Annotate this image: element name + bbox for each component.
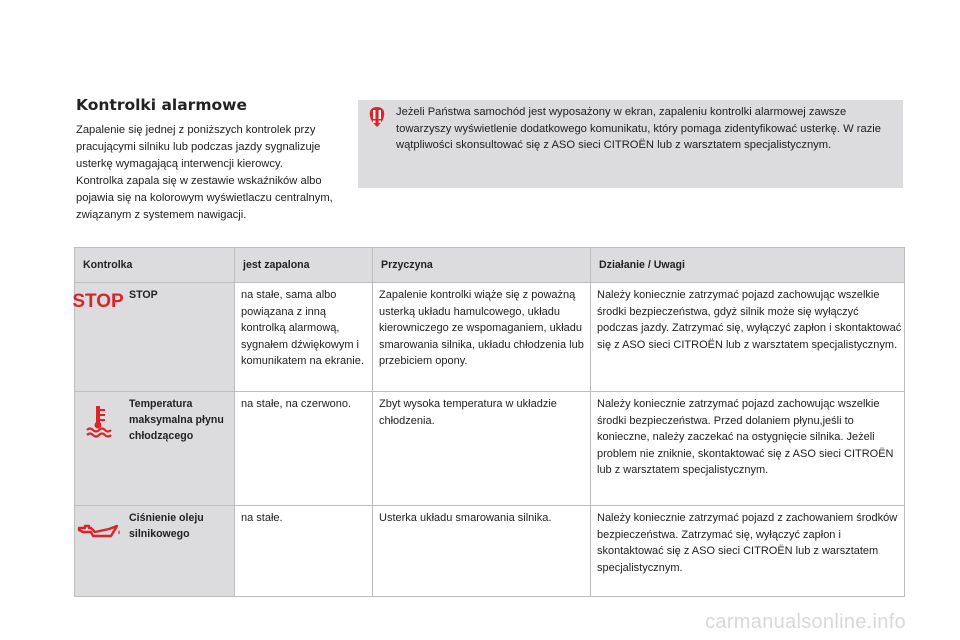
lit-cell: na stałe. <box>235 506 373 597</box>
cause-cell: Zapalenie kontrolki wiąże się z poważną usterką układu hamulcowego, układu kierowniczego ze wspomaganiem, układu smarowania silnika, układu chłodzenia lub przebiciem opony. <box>373 283 591 392</box>
header-kontrolka: Kontrolka <box>75 248 235 283</box>
intro-paragraph-1: Zapalenie się jednej z poniższych kontrolek przy pracującymi silniku lub podczas jazdy sygnalizuje usterkę wymagającą interwencji kierowcy. <box>76 124 321 170</box>
table-row <box>75 506 905 597</box>
warning-box <box>358 100 903 188</box>
table-row <box>75 392 905 506</box>
warning-lights-table <box>74 247 905 597</box>
table-header-row <box>75 248 905 283</box>
action-cell: Należy koniecznie zatrzymać pojazd zachowując wszelkie środki bezpieczeństwa, gdyż silnik może się wyłączyć podczas jazdy. Zatrzymać się, wyłączyć zapłon i skontaktować się z ASO sieci CITROËN lub z warsztatem specjalistycznym. <box>591 283 905 392</box>
warning-exclamation-icon <box>366 106 388 128</box>
light-cell <box>75 392 235 506</box>
light-name: STOP <box>129 289 158 301</box>
action-cell: Należy koniecznie zatrzymać pojazd z zachowaniem środków bezpieczeństwa. Zatrzymać się, wyłączyć zapłon i skontaktować się z ASO sieci CITROËN lub z warsztatem specjalistycznym. <box>591 506 905 597</box>
page-title: Kontrolki alarmowe <box>76 96 247 114</box>
oil-pressure-icon <box>75 520 123 542</box>
table-row <box>75 283 905 392</box>
cause-cell: Zbyt wysoka temperatura w układzie chłodzenia. <box>373 392 591 506</box>
action-cell: Należy koniecznie zatrzymać pojazd zachowując wszelkie środki bezpieczeństwa. Przed dolaniem płynu,jeśli to konieczne, należy zaczekać na ostygnięcie silnika. Jeżeli problem nie zniknie, skontaktować się z ASO sieci CITROËN lub z warsztatem specjalistycznym. <box>591 392 905 506</box>
intro-text <box>76 122 346 224</box>
light-name: Ciśnienie oleju silnikowego <box>129 512 204 540</box>
intro-paragraph-2: Kontrolka zapala się w zestawie wskaźników albo pojawia się na kolorowym wyświetlaczu centralnym, związanym z systemem nawigacji. <box>76 175 333 221</box>
light-cell <box>75 506 235 597</box>
header-przyczyna: Przyczyna <box>373 248 591 283</box>
stop-icon <box>72 289 124 312</box>
lit-cell: na stałe, sama albo powiązana z inną kontrolką alarmową, sygnałem dźwiękowym i komunikatem na ekranie. <box>235 283 373 392</box>
light-name: Temperatura maksymalna płynu chłodzącego <box>129 398 224 442</box>
coolant-temperature-icon <box>75 404 121 438</box>
lit-cell: na stałe, na czerwono. <box>235 392 373 506</box>
warning-text: Jeżeli Państwa samochód jest wyposażony w ekran, zapaleniu kontrolki alarmowej zawsze towarzyszy wyświetlenie dodatkowego komunikatu, który pomaga zidentyfikować usterkę. W razie wątpliwości skonsultować się z ASO sieci CITROËN lub z warsztatem specjalistycznym. <box>396 106 882 151</box>
watermark: carmanualsonline.info <box>705 611 906 633</box>
header-jest-zapalona: jest zapalona <box>235 248 373 283</box>
cause-cell: Usterka układu smarowania silnika. <box>373 506 591 597</box>
light-cell <box>72 283 235 392</box>
header-dzialanie-uwagi: Działanie / Uwagi <box>591 248 905 283</box>
stop-icon-text: STOP <box>72 291 124 312</box>
